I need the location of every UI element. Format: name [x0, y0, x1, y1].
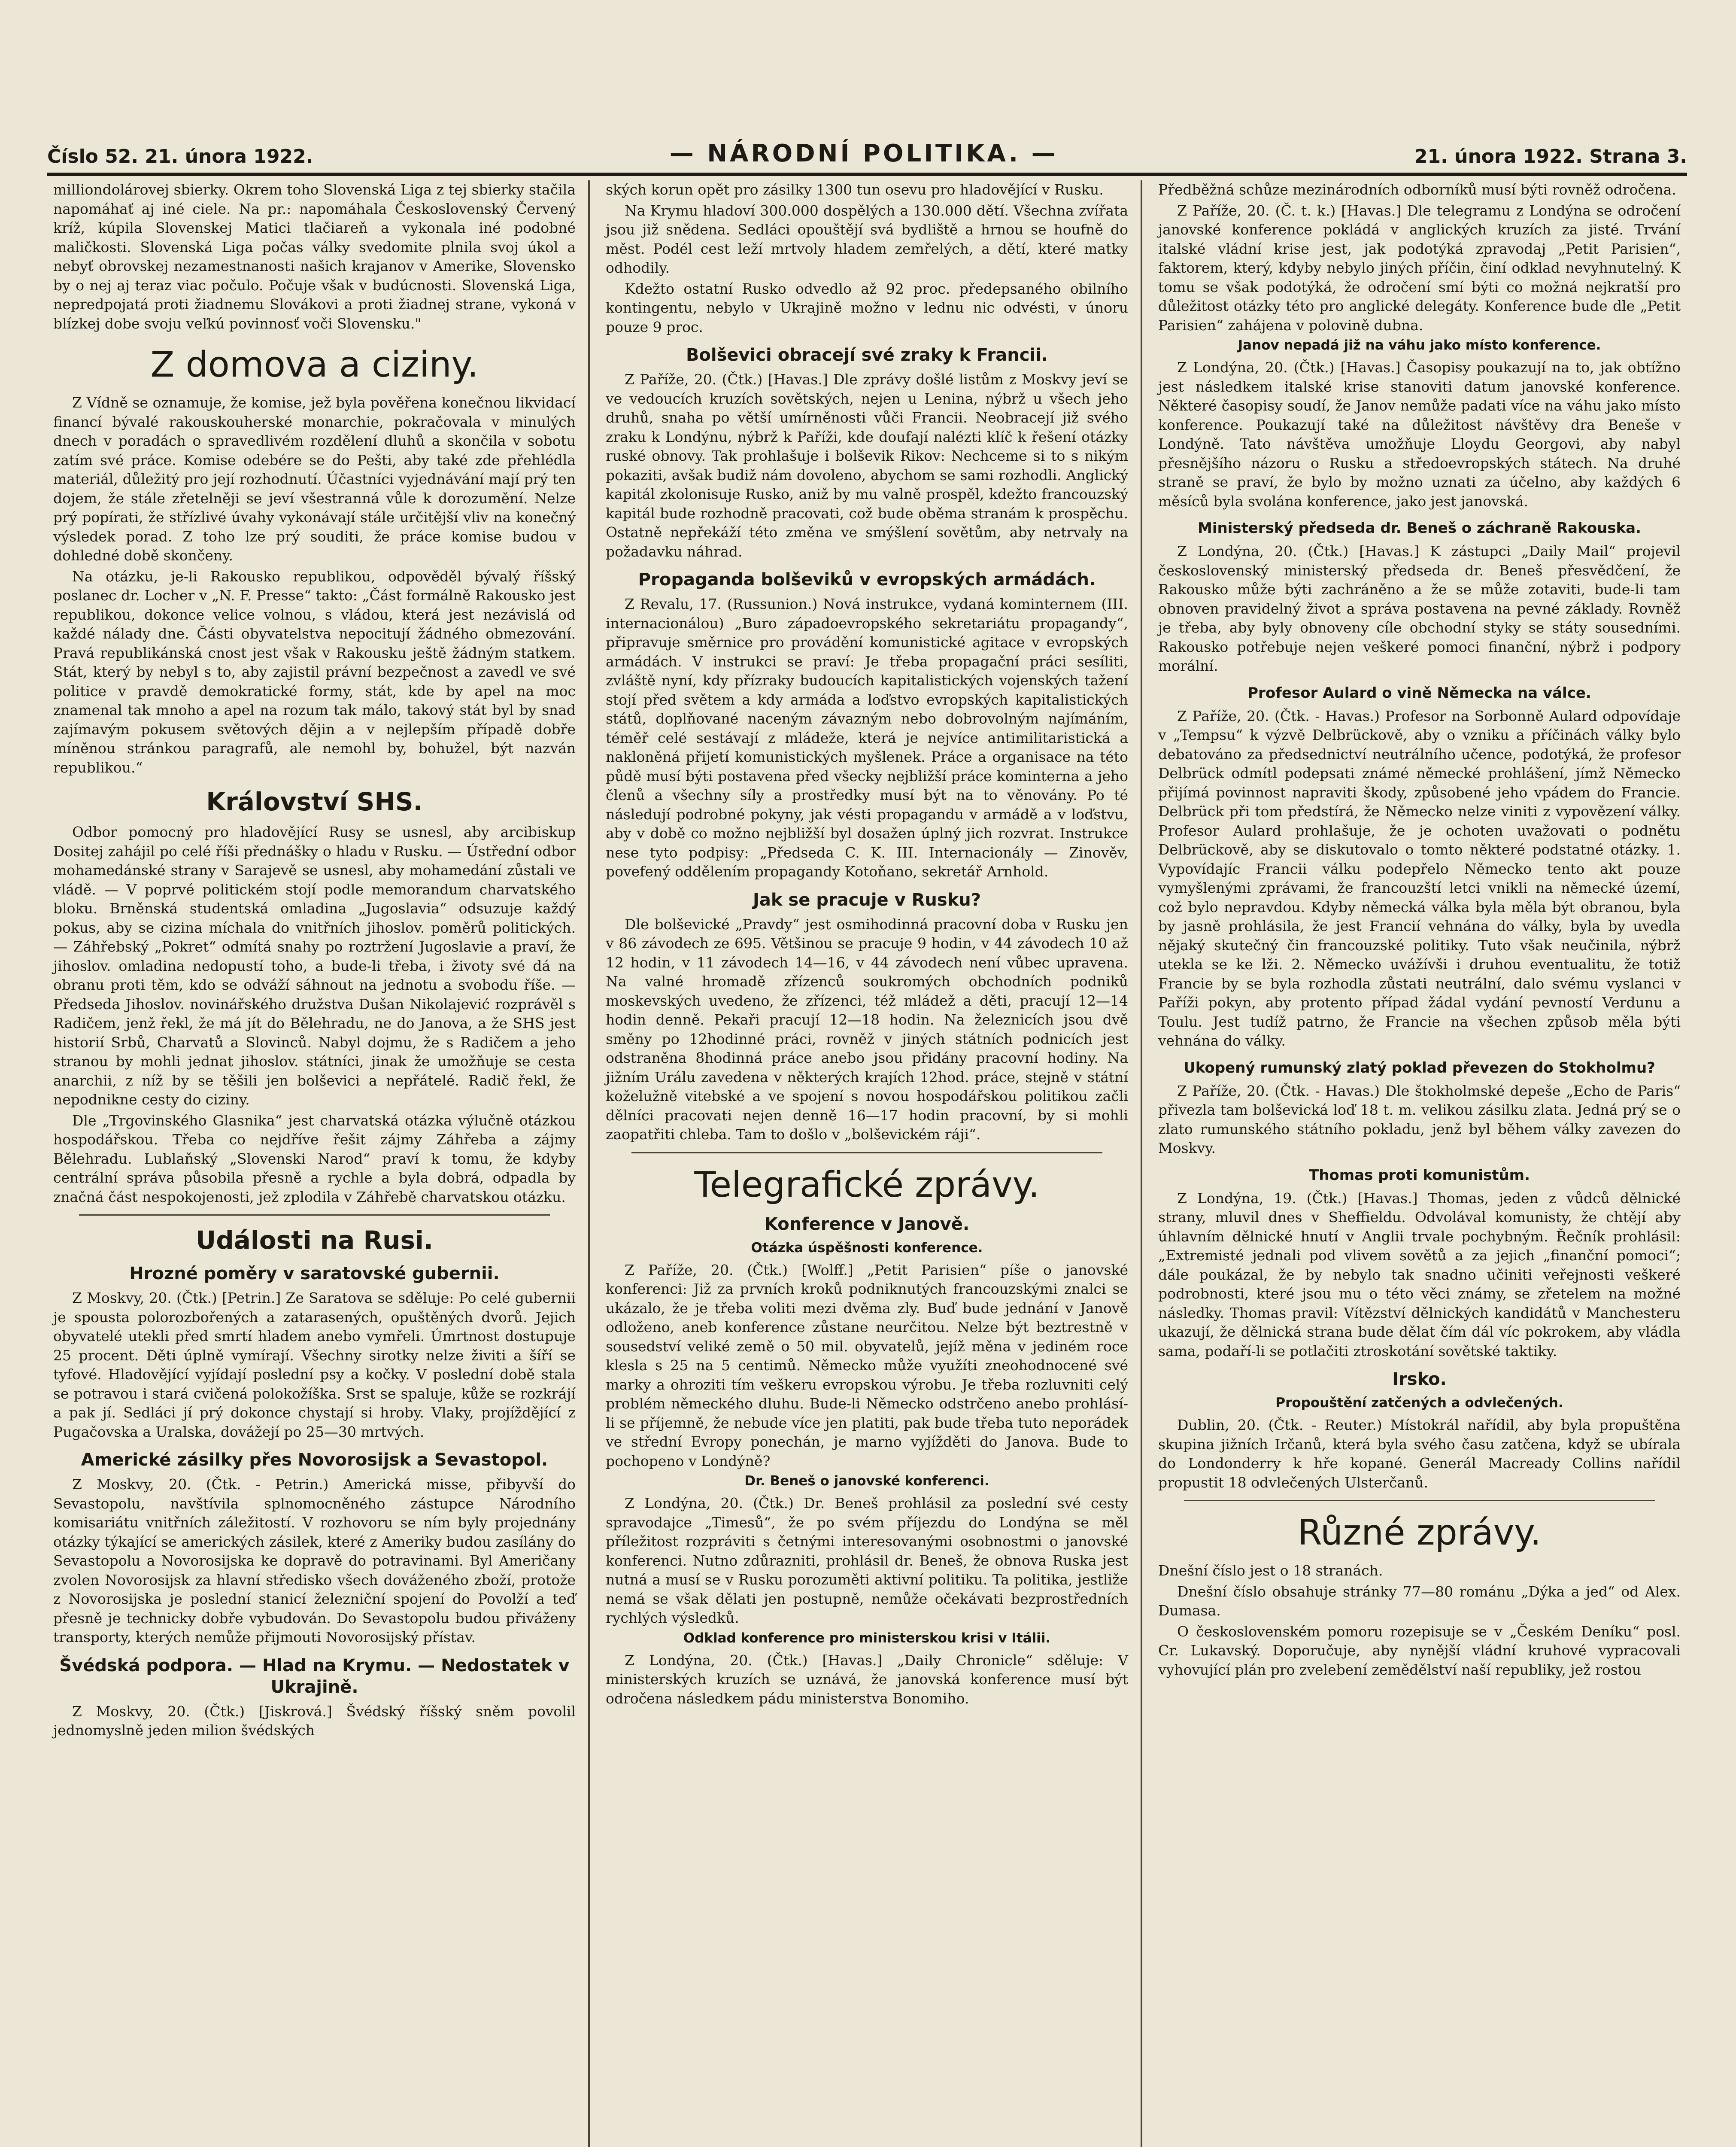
- article-subheading: Janov nepadá již na váhu jako místo konference.: [1238, 338, 1601, 353]
- article-subheading: Propouštění zatčených a odvlečených.: [1275, 1395, 1563, 1411]
- section-divider: [1184, 1500, 1655, 1501]
- article-heading: Hrozné poměry v saratovské gubernii.: [129, 1264, 500, 1283]
- article-text: Z Paříže, 20. (Čtk.) [Havas.] Dle zprávy došlé listům z Moskvy jeví se ve vedoucích kruzích sovětských, nejen u Lenina, nýbrž u všech jeho druhů, snaha po větší umírněnosti vůči Francii. Neobracejí již svého zraku k Londýnu, nýbrž k Paříži, kde doufají nalézti klíč k řešení otázky ruské obnovy. Tak prohlašuje i bolševik Rikov: Nechceme si to s nikým pokaziti, avšak budiž nám dovoleno, abychom se sami rozhodli. Anglický kapitál zkolonisuje Rusko, aniž by mu valně prospěl, kdežto francouzský kapitál bude rozhodně pracovati, což bude oběma stranám k prospěchu. Ostatně nepřekáží této změna ve smýšlení sovětům, aby netrvaly na požadavku náhrad.: [606, 371, 1128, 560]
- section-heading: Telegrafické zprávy.: [694, 1164, 1040, 1205]
- article-heading: Ukopený rumunský zlatý poklad převezen do Stokholmu?: [1184, 1059, 1655, 1077]
- article-heading: Ministerský předseda dr. Beneš o záchraně Rakouska.: [1198, 520, 1641, 537]
- article-text: Z Londýna, 20. (Čtk.) [Havas.] Časopisy poukazují na to, jak obtížno jest následkem italské krise stanoviti datum janovské konference. Některé časopisy soudí, že Janov nemůže padati více na váhu jako místo konference. Poukazují také na důležitost návštěvy dra Beneše v Londýně. Tato návštěva umožňuje Lloydu Georgovi, aby nabyl přesnějšího názoru o Rusku a středoevropských státech. Na druhé straně se praví, že bylo by možno uznati za účelno, aby každých 6 měsíců byla svolána konference, jako jest janovská.: [1158, 359, 1681, 510]
- article-text: Kdežto ostatní Rusko odvedlo až 92 proc. předepsaného obilního kontingentu, nebylo v Ukrajině možno v lednu nic odvésti, v únoru pouze 9 proc.: [606, 280, 1128, 335]
- section-divider: [631, 1152, 1102, 1153]
- article-subheading: Odklad konference pro ministerskou krisi v Itálii.: [683, 1630, 1051, 1646]
- article-text: Z Londýna, 20. (Čtk.) Dr. Beneš prohlásil za poslední své cesty spravodajce „Timesů“, že po svém příjezdu do Londýna se měl příležitost rozpráviti s četnými interesovanými osobnostmi o janovské konferenci. Nutno zdůrazniti, prohlásil dr. Beneš, že obnova Ruska jest nutná a musí se v Rusku porozuměti aktivní politiku. Ta politika, jestliže nemá se však dělati jen postupně, nemůže očekávati bezprostředních rychlých výsledků.: [606, 1495, 1128, 1626]
- section-divider: [79, 1214, 550, 1216]
- article-text: Dnešní číslo obsahuje stránky 77—80 románu „Dýka a jed“ od Alex. Dumasa.: [1158, 1583, 1681, 1619]
- article-heading: Americké zásilky přes Novorosijsk a Sevastopol.: [81, 1450, 548, 1470]
- column-2: [600, 180, 1134, 2147]
- column-1: [47, 180, 582, 2147]
- section-heading: Z domova a ciziny.: [150, 344, 479, 385]
- article-heading: Irsko.: [1392, 1369, 1447, 1389]
- article-text: Z Londýna, 20. (Čtk.) [Havas.] „Daily Chronicle“ sděluje: V ministerských kruzích se uznává, že janovská konference musí být odročena následkem pádu ministerstva Bonomiho.: [606, 1651, 1128, 1707]
- header-page-number: 21. února 1922. Strana 3.: [1414, 146, 1687, 167]
- article-text: Z Vídně se oznamuje, že komise, jež byla pověřena konečnou likvidací financí bývalé rakouskouherské monarchie, pokračovala v minulých dnech v poradách o spravedlivém rozdělení dluhů a skončila v sobotu zatím své práce. Komise odebére se do Pešti, aby také zde přehlédla materiál, důležitý pro její rozhodnutí. Účastníci vyjednávání mají prý ten dojem, že stále zřetelněji se jeví všestranná vůle k dorozumění. Nelze prý popírati, že střízlivé úvahy vykonávají stále určitější vliv na konečný výsledek porad. Z toho lze prý souditi, že práce komise budou v dohledné době skončeny.: [53, 394, 576, 564]
- article-text: Z Londýna, 20. (Čtk.) [Havas.] K zástupci „Daily Mail“ projevil československý ministerský předseda dr. Beneš přesvědčení, že Rakousko může býti zachráněno a že se může zotaviti, bude-li tam obnoven pravidelný život a správa postavena na pevné základy. Rovněž je třeba, aby byly obnoveny cíle obchodní styky se státy sousedními. Rakousko potřebuje nejen veškeré pomoci finanční, nýbrž i podpory morální.: [1158, 543, 1681, 674]
- article-text: Z Paříže, 20. (Čtk. - Havas.) Profesor na Sorbonně Aulard odpovídaje v „Tempsu“ k výzvě Delbrückově, aby o vzniku a příčinách války bylo debatováno za předsednictví neutrálního učence, podotýká, že profesor Delbrück odmítl podepsati známé německé prohlášení, jímž Německo přijímá povinnost napraviti škody, způsobené jeho vpádem do Francie. Delbrück při tom předstírá, že Německo nelze viniti z vypovězení války. Profesor Aulard prohlašuje, že je ochoten uvažovati o podnětu Delbrückově, aby se diskutovalo o tomto některé podstatné otázky. 1. Vypovídajíc Francii válku podepřelo Německo tento akt pouze vymyšlenými zprávami, že francouzští letci vnikli na německé území, což bylo nepravdou. Kdyby německá válka byla měla být obranou, byla by jasně prohlásila, že jest Francií vehnána do války, byla by uvedla nějaký skutečný čin francouzské politiky. Tuto však neučinila, nýbrž utekla se ke lži. 2. Německo uvážívši i druhou eventualitu, že totiž Francie by se byla rozhodla zůstati neutrální, dalo svému vyslanci v Paříži pokyn, aby protento případ žádal vydání pevností Verdunu a Toulu. Jest tudíž patrno, že Francie na všechen způsob měla býti vehnána do války.: [1158, 707, 1681, 1049]
- article-heading: Švédská podpora. — Hlad na Krymu. — Nedostatek v Ukrajině.: [59, 1655, 570, 1697]
- article-heading: Bolševici obracejí své zraky k Francii.: [686, 345, 1048, 365]
- article-heading: Propaganda bolševiků v evropských armádách.: [638, 570, 1096, 590]
- article-text: Odbor pomocný pro hladovějící Rusy se usnesl, aby arcibiskup Dositej zahájil po celé říši přednášky o hladu v Rusku. — Ústřední odbor mohamedánské strany v Sarajevě se usnesl, aby mohamedání zůstali ve vládě. — V poprvé politickém stojí podle memorandum charvatského bloku. Brněnská studentská omladina „Jugoslavia“ odsuzuje každý pokus, aby se cizina míchala do vnitřních jihoslov. poměrů politických. — Záhřebský „Pokret“ odmítá snahy po roztržení Jugoslavie a praví, že jihoslov. omladina nedopustí toho, a bude-li třeba, i životy své dá na obranu proti těm, kdo se odváží sáhnout na jednotu a svobodu říše. — Předseda Jihoslov. novinářského družstva Dušan Nikolajević rozprávěl s Radičem, jenž řekl, že má jít do Bělehradu, ne do Janova, a že SHS jest historií Srbů, Charvatů a Slovinců. Nabyl dojmu, že s Radičem a jeho stranou by mohli jednat jihoslov. státníci, jinak že umožňuje se cesta anarchii, z níž by se těšili jen bolševici a nepřátelé. Radič řekl, že nepodnikne cesty do ciziny.: [53, 824, 576, 1108]
- article-text: Dle bolševické „Pravdy“ jest osmihodinná pracovní doba v Rusku jen v 86 závodech ze 695. Většinou se pracuje 9 hodin, v 44 závodech 10 až 12 hodin, v 11 závodech 14—16, v 44 závodech není vůbec upravena. Na valné hromadě zřízenců soukromých obchodních podniků moskevských uvedeno, že zřízenci, též mládež a děti, pracují 12—14 hodin denně. Pekaři pracují 12—18 hodin. Na železnicích jsou dvě směny po 12hodinné práci, rovněž v jiných státních podnicích jest odstraněna 8hodinná práce anebo jsou přidány pracovní hodiny. Na jižním Urálu zavedena v některých krajích 12hod. práce, stejně v státní koželužně vitebské a ve spojení s novou hospodářskou politikou začli dělníci pracovati nejen denně 16—17 hodin pracovní, by si mohli zaopatřiti chleba. Tam to došlo v „bolševickém ráji“.: [606, 915, 1128, 1143]
- article-text: Z Paříže, 20. (Čtk. - Havas.) Dle štokholmské depeše „Echo de Paris“ přivezla tam bolševická loď 18 t. m. velikou zásilku zlata. Jedná prý se o zlato rumunského státního pokladu, jenž byl během války zavezen do Moskvy.: [1158, 1082, 1681, 1156]
- article-text: Z Londýna, 19. (Čtk.) [Havas.] Thomas, jeden z vůdců dělnické strany, mluvil dnes v Sheffieldu. Odvolával komunisty, že chtějí aby úhlavním dělnické hnutí v Anglii trvale pochybným. Řečník prohlásil: „Extremisté jednali pod vlivem sovětů a za jejich „finanční pomoci“; dále poukázal, že by nebylo tak snadno učiniti veřejnosti veškeré podrobnosti, které jsou mu o této věci známy, se zřetelem na možné následky. Thomas pravil: Vítězství dělnických kandidátů v Manchesteru ukazují, že dělnická strana bude dělat čím dál víc pokrokem, aby vládla sama, podaří-li se potlačiti ztroskotání sovětské taktiky.: [1158, 1189, 1681, 1359]
- article-text: Z Revalu, 17. (Russunion.) Nová instrukce, vydaná kominternem (III. internacionálou) „Buro západoevropského sekretariátu propagandy“, připravuje směrnice pro provádění komunistické agitace v evropských armádách. V instrukci se praví: Je třeba propagační práci sesíliti, zvláště nyní, kdy přízraky budoucích kapitalistických vojenských tažení stojí před světem a kdy armáda a loďstvo evropských kapitalistických států, doplňované naceným závazným nebo dobrovolným najímáním, téměř celé sestávají z mládeže, která je nejvíce antimilitaristická a nakloněná přijetí komunistických myšlenek. Práce a organisace na této půdě musí býti postavena před všecky nejbližší práce kominterna a jeho členů a všechny síly a prostředky musí být na to věnovány. Po té následují podrobné pokyny, jak vésti propagandu v armádě a v loďstvu, aby v době co možno nejbližší byl dosažen úplný jich rozvrat. Instrukce nese tyto podpisy: „Předseda C. K. III. Internacionály — Zinověv, povefený oddělením propagandy Kotoňano, sekretář Arnhold.: [606, 596, 1128, 880]
- article-text: Dublin, 20. (Čtk. - Reuter.) Místokrál nařídil, aby byla propuštěna skupina jižních Irčanů, která byla svého času zatčena, když se ubírala do Londonderry k hře kopané. Generál Macready Collins nařídil propustit 18 odvlečených Ulsterčanů.: [1158, 1417, 1681, 1491]
- article-text: Dle „Trgovinského Glasnika“ jest charvatská otázka výlučně otázkou hospodářskou. Třeba co nejdříve řešit zájmy Záhřeba a zájmy Bělehradu. Lublaňský „Slovenski Narod“ praví k tomu, že kdyby centrální správa působila přesně a rychle a byla dobrá, odpadla by značná část nespokojenosti, jež zplodila v Záhřebě charvatskou otázku.: [53, 1112, 576, 1205]
- article-heading: Konference v Janově.: [764, 1214, 970, 1234]
- article-text: Z Paříže, 20. (Čtk.) [Wolff.] „Petit Parisien“ píše o janovské konferenci: Již za prvních kroků podniknutých francouzskými znalci se ukázalo, že je třeba voliti mezi dvěma zly. Buď bude jednání v Janově odloženo, aneb konference zůstane neurčitou. Nelze být beztrestně v sousedství veliké země o 50 mil. obyvatelů, jejíž měna v jediném roce klesla s 25 na 5 centimů. Německo může využíti zneohodnocené své marky a ohroziti tím veškeru evropskou výrobu. Je třeba rozluvniti celý problém německého dluhu. Bude-li Německo odstrčeno anebo prohlásí-li se příjemně, že nebude více jen platiti, pak bude třeba tuto neporádek ve střední Evropy ponechán, je marno vyjížděti do Janova. Bude to pochopeno v Londýně?: [606, 1261, 1128, 1469]
- article-heading: Thomas proti komunistům.: [1309, 1166, 1530, 1184]
- header-newspaper-title: — NÁRODNÍ POLITIKA. —: [669, 140, 1058, 167]
- article-text: Na otázku, je-li Rakousko republikou, odpověděl bývalý říšský poslanec dr. Locher v „N. F. Presse“ takto: „Část formálně Rakousko jest republikou, dokonce velice volnou, s vládou, která jest nezávislá od každé nálady dne. Části obyvatelstva nepocitují žádného obmezování. Pravá republikánská cnost jest však v Rakousku ještě žádným statkem. Stát, který by nebyl s to, aby zajistil právní bezpečnost a zavedl ve své politice v pravdě demokratické formy, stát, kde by apel na moc znamenal tak mnoho a apel na rozum tak málo, takový stát byl by snad zajímavým pokusem světových dějin a v nejlepším případě dobře míněnou stránkou paragrafů, ale nemohl by, bohužel, být nazván republikou.“: [53, 568, 576, 776]
- section-heading: Události na Rusi.: [196, 1226, 433, 1255]
- page-header: [47, 129, 1687, 176]
- article-heading: Profesor Aulard o vině Německa na válce.: [1247, 684, 1591, 702]
- column-divider: [588, 180, 590, 2147]
- section-heading: Království SHS.: [206, 787, 423, 816]
- column-divider: [1141, 180, 1142, 2147]
- article-text: milliondolárovej sbierky. Okrem toho Slovenská Liga z tej sbierky stačila napomáhať aj iné ciele. Na pr.: napomáhala Československý Červený kríž, kúpila Slovenskej Matici tlačiareň a vykonala iné podobné maličkosti. Slovenská Liga počas války svedomite plnila svoj úkol a nebyť obrovskej nezamestnanosti našich krajanov v Amerike, Slovensko by o nej aj teraz viac počulo. Počuje však v budúcnosti. Slovenská Liga, nepredpojatá proti žiadnemu Slovákovi a proti žiadnej strane, vykoná v blízkej dobe svoju veľkú povinnosť voči Slovensku.": [53, 181, 576, 332]
- article-text: Z Moskvy, 20. (Čtk.) [Petrin.] Ze Saratova se sděluje: Po celé gubernii je spousta polorozbořených a zatarasených, opuštěných dvorů. Jejich obyvatelé utekli před smrtí hladem anebo vymřeli. Úmrtnost dostupuje 25 procent. Děti úplně vymírají. Všechny sirotky nelze živiti a šíří se tyfové. Hladovějící vyjídají poslední psy a kočky. V poslední době stala se potravou i stará cvičená polokožíška. Srst se spaluje, kůže se rozkrájí a pak jí. Sedláci jí prý dokonce chystají si hroby. Vlaky, projíždějící z Pugačovska a Uralska, dovážejí po 25—30 mrtvých.: [53, 1289, 576, 1440]
- article-subheading: Dr. Beneš o janovské konferenci.: [744, 1473, 989, 1489]
- article-text: Z Paříže, 20. (Č. t. k.) [Havas.] Dle telegramu z Londýna se odročení janovské konference pokládá v anglických kruzích za jisté. Trvání italské vládní krise jest, jak podotýká zpravodaj „Petit Parisien“, faktorem, který, kdyby nebylo jiných příčin, činí odklad nevyhnutelný. K tomu se však podotýká, že odročení smí býti co možná nejkratší pro důležitost otázky této pro anglické delegáty. Konference bude dle „Petit Parisien“ zahájena v polovině dubna.: [1158, 202, 1681, 334]
- article-text: Z Moskvy, 20. (Čtk. - Petrin.) Americká misse, přibyvší do Sevastopolu, navštívila splnomocněného zástupce Národního komisariátu vnitřních záležitostí. V rozhovoru se ním byly projednány otázky týkající se amerických zásilek, které z Ameriky budou zasílány do Sevastopolu a Novorosijska ke dopravě do potravinami. Byl Američany zvolen Novorosijsk za hlavní středisko všech dováženého zboží, protože z Novorosijska je poslední stanicí železniční spojení do Povolží a teď přesně je technicky dobře vybudován. Do Sevastopolu budou přiváženy transporty, kterých nemůže přijmouti Novorosijský přístav.: [53, 1476, 576, 1645]
- article-heading: Jak se pracuje v Rusku?: [753, 890, 981, 910]
- article-text: Z Moskvy, 20. (Čtk.) [Jiskrová.] Švédský říšský sněm povolil jednomyslně jeden milion švédských: [53, 1703, 576, 1739]
- article-subheading: Otázka úspěšnosti konference.: [751, 1240, 983, 1256]
- article-text: O československém pomoru rozepisuje se v „Českém Deníku“ posl. Cr. Lukavský. Doporučuje, aby nynější vládní kruhové vypracovali vyhovující plán pro zvelebení zemědělství naší republiky, jež rostou: [1158, 1623, 1681, 1678]
- article-text: Na Krymu hladoví 300.000 dospělých a 130.000 dětí. Všechna zvířata jsou již snědena. Sedláci opouštějí svá bydliště a hrnou se houfně do měst. Podél cest leží mrtvoly hladem zemřelých, a dětí, které matky odhodily.: [606, 202, 1128, 276]
- column-3: [1152, 180, 1687, 2147]
- article-text: Dnešní číslo jest o 18 stranách.: [1158, 1562, 1383, 1579]
- section-heading: Různé zprávy.: [1297, 1512, 1542, 1553]
- article-text: Předběžná schůze mezinárodních odborníků musí býti rovněž odročena.: [1158, 181, 1676, 198]
- article-text: ských korun opět pro zásilky 1300 tun osevu pro hladovějící v Rusku.: [606, 181, 1104, 198]
- header-issue: Číslo 52. 21. února 1922.: [47, 146, 313, 167]
